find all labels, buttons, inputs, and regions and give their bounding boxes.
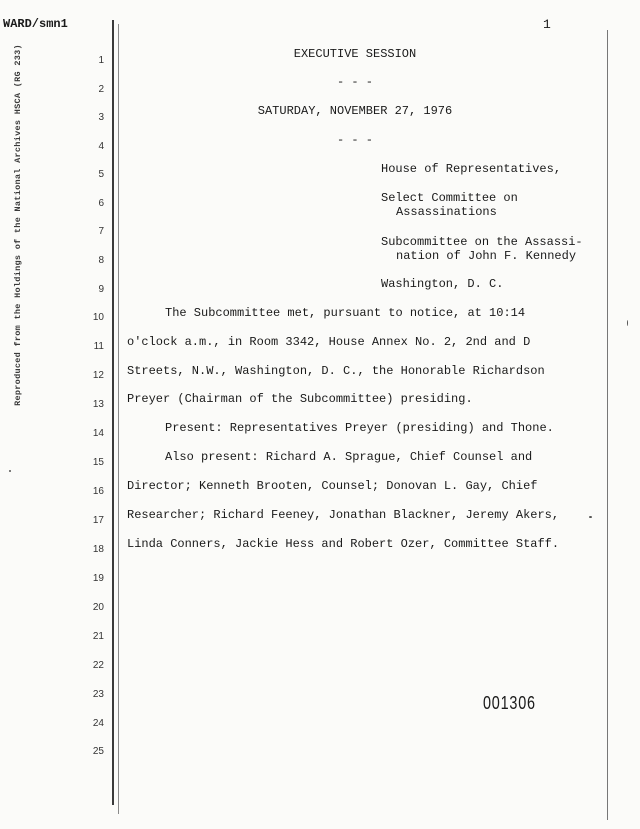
body-line: o'clock a.m., in Room 3342, House Annex No. 2, 2nd and D [127,335,531,349]
location-house: House of Representatives, [381,162,562,176]
line-number: 25 [92,746,104,757]
left-margin-rule-inner [118,24,119,814]
line-number: 23 [92,689,104,700]
line-number: 9 [98,284,104,295]
body-line: Present: Representatives Preyer (presiding) and Thone. [165,421,554,435]
line-number: 3 [98,112,104,123]
page-number: 1 [543,17,551,32]
line-number: 14 [92,428,104,439]
line-number: 10 [92,312,104,323]
line-number: 22 [92,660,104,671]
location-city: Washington, D. C. [381,277,504,291]
line-number: 20 [92,602,104,613]
body-line: Director; Kenneth Brooten, Counsel; Donovan L. Gay, Chief [127,479,538,493]
line-number: 17 [92,515,104,526]
line-number: 16 [92,486,104,497]
line-number: 21 [92,631,104,642]
line-number: 18 [92,544,104,555]
separator: - - - [336,133,373,147]
left-margin-rule [112,20,114,805]
line-number: 24 [92,718,104,729]
location-committee-cont: Assassinations [396,205,497,219]
location-subcommittee: Subcommittee on the Assassi- [381,235,583,249]
line-number: 6 [98,198,104,209]
line-number: 2 [98,84,104,95]
body-line: Researcher; Richard Feeney, Jonathan Blackner, Jeremy Akers, [127,508,560,522]
body-line: Streets, N.W., Washington, D. C., the Honorable Richardson [127,364,545,378]
line-number: 7 [98,226,104,237]
body-line: Also present: Richard A. Sprague, Chief Counsel and [165,450,533,464]
line-number: 8 [98,255,104,266]
body-line: Preyer (Chairman of the Subcommittee) presiding. [127,392,473,406]
document-id-stamp: 001306 [483,693,536,713]
archive-note: Reproduced from the Holdings of the National Archives HSCA (RG 233) [13,44,23,406]
session-date: SATURDAY, NOVEMBER 27, 1976 [257,104,453,118]
reporter-initials: WARD/smn1 [3,17,68,31]
line-number: 11 [93,341,104,352]
line-number: 4 [98,141,104,152]
location-subcommittee-cont: nation of John F. Kennedy [396,249,577,263]
line-number: 12 [92,370,104,381]
line-number: 15 [92,457,104,468]
line-number: 13 [92,399,104,410]
scan-speck [9,470,11,472]
line-number: 1 [98,55,104,66]
scan-speck [589,516,592,518]
line-number: 5 [98,169,104,180]
location-committee: Select Committee on [381,191,518,205]
body-line: Linda Conners, Jackie Hess and Robert Ozer, Committee Staff. [127,537,560,551]
line-number: 19 [92,573,104,584]
scan-speck [627,320,628,326]
separator: - - - [336,75,373,89]
right-margin-rule [607,30,608,820]
body-line: The Subcommittee met, pursuant to notice, at 10:14 [165,306,526,320]
session-title: EXECUTIVE SESSION [293,47,417,61]
